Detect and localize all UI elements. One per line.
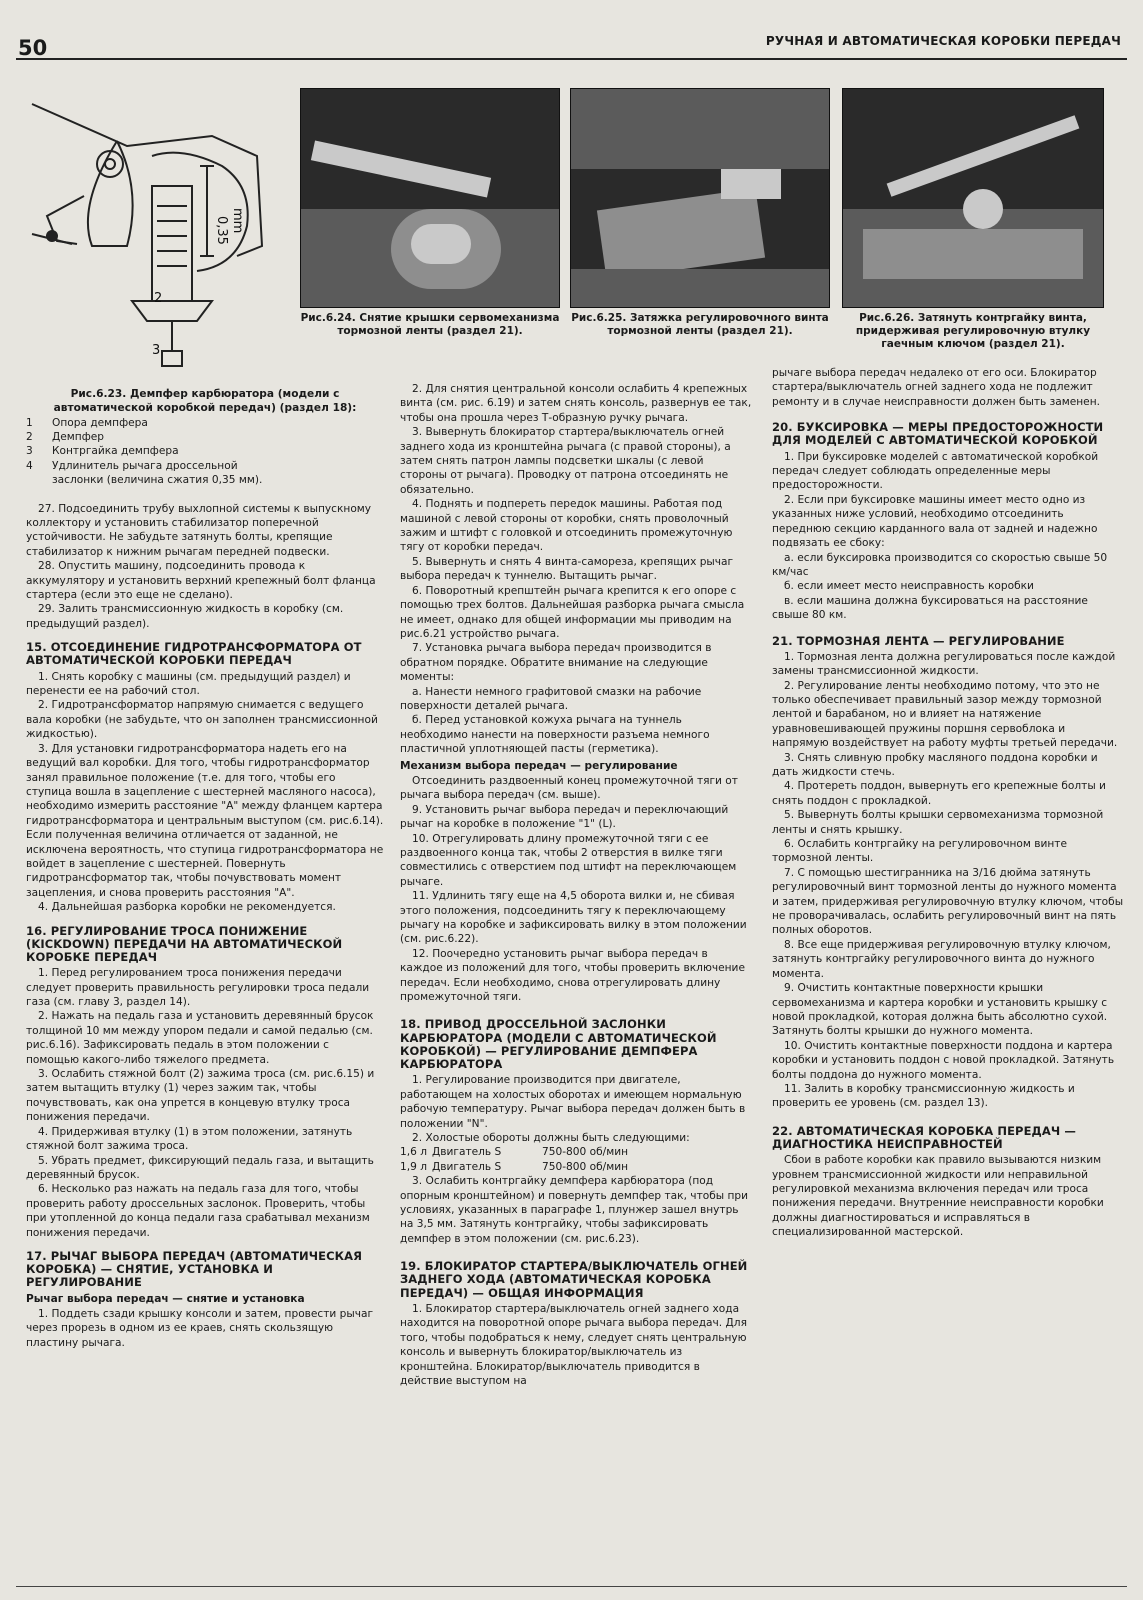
paragraph: 2. Регулирование ленты необходимо потому, что это не только обеспечивает правильный зазор между тормозной лентой и барабаном, но и влияет на натяжение уравновешивающей пружины поршня сервоблока и напрямую воздействует на работу муфты третьей передачи. <box>772 679 1118 750</box>
paragraph: 2. Гидротрансформатор напрямую снимается с ведущего вала коробки (не забудьте, что он заполнен трансмиссионной жидкостью). <box>26 699 378 741</box>
figure-6-25 <box>570 88 830 338</box>
paragraph: 1. Поддеть сзади крышку консоли и затем, провести рычаг через прорезь в одном из ее краев, снять скользящую пластину рычага. <box>26 1308 374 1349</box>
paragraph: 1. При буксировке моделей с автоматической коробкой передач следует соблюдать определенные меры предосторожности. <box>772 450 1099 492</box>
paragraph: а. если буксировка производится со скоростью свыше 50 км/час <box>772 551 1108 578</box>
section-heading: 16. РЕГУЛИРОВАНИЕ ТРОСА ПОНИЖЕНИЕ (KICKDOWN) ПЕРЕДАЧИ НА АВТОМАТИЧЕСКОЙ КОРОБКЕ ПЕРЕДАЧ <box>26 923 343 964</box>
footer-rule <box>16 1586 1127 1587</box>
subsection-heading: Механизм выбора передач — регулирование <box>400 759 678 772</box>
diagram-callout-3: 3 <box>152 343 161 358</box>
paragraph: 11. Залить в коробку трансмиссионную жидкость и проверить ее уровень (см. раздел 13). <box>772 1082 1075 1110</box>
figure-6-24 <box>300 88 560 338</box>
paragraph: 9. Очистить контактные поверхности крышки сервомеханизма и картера коробки и установить крышку с новой прокладкой, которая должна быть абсолютно сухой. Затянуть болты крышки до нужного момента. <box>772 982 1108 1038</box>
paragraph: 3. Ослабить контргайку демпфера карбюратора (под опорным кронштейном) и повернуть демпфер так, чтобы при условиях, указанных в параграфе 1, плунжер зашел внутрь на 3,5 мм. Затянуть контргайку, чтобы зафиксировать демпфер в этом положении (см. рис.6.23). <box>400 1175 749 1245</box>
paragraph: рычаге выбора передач недалеко от его оси. Блокиратор стартера/выключатель огней заднего хода не подлежит ремонту и в случае неисправности должен быть заменен. <box>772 367 1100 408</box>
paragraph: 9. Установить рычаг выбора передач и переключающий рычаг на коробке в положение "1" (L). <box>400 803 729 831</box>
paragraph: 12. Поочередно установить рычаг выбора передач в каждое из положений для того, чтобы проверить включение передач. Если необходимо, снова отрегулировать длину промежуточной тяги. <box>400 947 745 1004</box>
paragraph: Отсоединить раздвоенный конец промежуточной тяги от рычага выбора передач (см. выше). <box>400 774 738 802</box>
paragraph: 4. Дальнейшая разборка коробки не рекомендуется. <box>38 901 336 914</box>
paragraph: 2. Холостые обороты должны быть следующими: <box>412 1131 690 1144</box>
photo-servo-cover-removal <box>300 88 560 308</box>
paragraph: 3. Ослабить стяжной болт (2) зажима троса (см. рис.6.15) и затем вытащить втулку (1) через зажим так, чтобы почувствовать, как она упрется в концевую втулку троса понижения передачи. <box>26 1068 375 1124</box>
photo-locknut-tightening <box>842 88 1104 308</box>
diagram-callout-2: 2 <box>154 291 163 306</box>
paragraph: 7. С помощью шестигранника на 3/16 дюйма затянуть регулировочный винт тормозной ленты до нужного момента и затем, придерживая регулировочную втулку ключом, чтобы не проворачивалась, ослабить регулировочный винт на пять полных оборотов. <box>772 866 1124 937</box>
paragraph: 10. Очистить контактные поверхности поддона и картера коробки и установить поддон с новой прокладкой. Затянуть болты поддона до нужного момента. <box>772 1039 1115 1081</box>
paragraph: 27. Подсоединить трубу выхлопной системы к выпускному коллектору и установить стабилизатор поперечной устойчивости. Не забудьте затянуть болты, крепящие стабилизатор к нижним рычагам передней подвески. <box>26 502 372 558</box>
column-3 <box>772 366 1124 1240</box>
header-rule <box>16 58 1127 60</box>
paragraph: 4. Поднять и подпереть передок машины. Работая под машиной с левой стороны от коробки, снять проволочный зажим и штифт с головкой и отсоединить промежуточную тягу от коробки передач. <box>400 498 733 554</box>
section-heading: 17. РЫЧАГ ВЫБОРА ПЕРЕДАЧ (АВТОМАТИЧЕСКАЯ КОРОБКА) — СНЯТИЕ, УСТАНОВКА И РЕГУЛИРОВАНИЕ <box>26 1248 363 1290</box>
paragraph: б. Перед установкой кожуха рычага на туннель необходимо нанести на поверхности разъема немного пластичной уплотняющей пасты (герметика). <box>400 714 710 756</box>
carburetor-damper-drawing <box>22 96 282 384</box>
paragraph: 4. Протереть поддон, вывернуть его крепежные болты и снять поддон с прокладкой. <box>772 780 1106 807</box>
figure-6-25-caption: Рис.6.25. Затяжка регулировочного винта тормозной ленты (раздел 21). <box>571 312 829 338</box>
paragraph: 1. Регулирование производится при двигателе, работающем на холостых оборотах и имеющем нормальную рабочую температуру. Рычаг выбора передач должен быть в положении "N". <box>400 1074 746 1130</box>
paragraph: 2. Для снятия центральной консоли ослабить 4 крепежных винта (см. рис. 6.19) и затем снять консоль, развернув ее так, чтобы она прошла через Т-образную ручку рычага. <box>400 383 752 424</box>
legend-item: 4 Удлинитель рычага дроссельной заслонки (величина сжатия 0,35 мм). <box>26 459 263 487</box>
figure-6-24-caption: Рис.6.24. Снятие крышки сервомеханизма тормозной ленты (раздел 21). <box>300 312 560 338</box>
paragraph: 2. Нажать на педаль газа и установить деревянный брусок толщиной 10 мм между упором педали и самой педалью (см. рис.6.16). Зафиксировать педаль в этом положении с помощью какого-либо тяжелого предмета. <box>26 1010 374 1066</box>
paragraph: 6. Поворотный крепштейн рычага крепится к его опоре с помощью трех болтов. Дальнейшая разборка рычага смысла не имеет, однако для общей информации мы приводим на рис.6.21 устройство рычага. <box>400 584 745 640</box>
section-heading: 22. АВТОМАТИЧЕСКАЯ КОРОБКА ПЕРЕДАЧ — ДИАГНОСТИКА НЕИСПРАВНОСТЕЙ <box>772 1123 1076 1151</box>
section-heading: 15. ОТСОЕДИНЕНИЕ ГИДРОТРАНСФОРМАТОРА ОТ АВТОМАТИЧЕСКОЙ КОРОБКИ ПЕРЕДАЧ <box>26 640 362 668</box>
paragraph: б. если имеет место неисправность коробки <box>784 580 1034 593</box>
section-heading: 18. ПРИВОД ДРОССЕЛЬНОЙ ЗАСЛОНКИ КАРБЮРАТОРА (МОДЕЛИ С АВТОМАТИЧЕСКОЙ КОРОБКОЙ) — РЕГУЛИРОВАНИЕ ДЕМПФЕРА КАРБЮРАТОРА <box>400 1017 717 1072</box>
paragraph: 29. Залить трансмиссионную жидкость в коробку (см. предыдущий раздел). <box>26 603 344 630</box>
section-heading: 21. ТОРМОЗНАЯ ЛЕНТА — РЕГУЛИРОВАНИЕ <box>772 633 1065 648</box>
paragraph: 1. Перед регулированием троса понижения передачи следует проверить правильность регулировки троса педали газа (см. главу 3, раздел 14). <box>26 967 370 1009</box>
paragraph: 10. Отрегулировать длину промежуточной тяги с ее раздвоенного конца так, чтобы 2 отверстия в вилке тяги совместились с отверстием под штифт на переключающем рычаге. <box>400 832 737 888</box>
idle-speed-row: 1,6 л Двигатель S 750-800 об/мин <box>400 1146 629 1159</box>
paragraph: 1. Тормозная лента должна регулироваться после каждой замены трансмиссионной жидкости. <box>772 650 1116 678</box>
paragraph: 1. Блокиратор стартера/выключатель огней заднего хода находится на поворотной опоре рычага выбора передач. Для того, чтобы подобраться к нему, следует снять центральную консоль и вывернуть блокиратор/выключатель из кронштейна. Блокиратор/выключатель приводится в действие выступом на <box>400 1302 747 1387</box>
paragraph: 5. Вывернуть болты крышки сервомеханизма тормозной ленты и снять крышку. <box>772 809 1104 836</box>
running-title: РУЧНАЯ И АВТОМАТИЧЕСКАЯ КОРОБКИ ПЕРЕДАЧ <box>765 34 1121 48</box>
figure-6-26-caption: Рис.6.26. Затянуть контргайку винта, придерживая регулировочную втулку гаечным ключом (раздел 21). <box>855 312 1091 351</box>
column-1 <box>26 388 384 1350</box>
paragraph: а. Нанести немного графитовой смазки на рабочие поверхности деталей рычага. <box>400 685 702 712</box>
figure-6-23 <box>22 96 282 384</box>
paragraph: 6. Ослабить контргайку на регулировочном винте тормозной ленты. <box>772 838 1068 865</box>
legend-item: 2 Демпфер <box>26 430 105 443</box>
paragraph: 3. Для установки гидротрансформатора надеть его на ведущий вал коробки. Для того, чтобы гидротрансформатор занял правильное положение (т.е. для того, чтобы его ступица вошла в зацепление с шестерней масляного насоса), необходимо измерить расстояние "А" между фланцем картера гидротрансформатора и центральным выступом (см. рис.6.14). Если полученная величина отличается от заданной, не исключена вероятность, что ступица гидротрансформатора не войдет в зацепление с шестерней. Повернуть гидротрансформатор так, чтобы почувствовать момент зацепления, и снова проверить расстояния "А". <box>26 742 384 899</box>
paragraph: 6. Несколько раз нажать на педаль газа для того, чтобы проверить работу дроссельных заслонок. Проверить, чтобы при утопленной до конца педали газа срабатывал механизм понижения передачи. <box>26 1183 370 1239</box>
subsection-heading: Рычаг выбора передач — снятие и установка <box>26 1292 305 1305</box>
diagram-dim-value: 0,35 <box>214 216 229 245</box>
paragraph: 1. Снять коробку с машины (см. предыдущий раздел) и перенести ее на рабочий стол. <box>26 670 351 698</box>
figure-6-23-caption: Рис.6.23. Демпфер карбюратора (модели с автоматической коробкой передач) (раздел 18): <box>53 388 357 414</box>
section-heading: 20. БУКСИРОВКА — МЕРЫ ПРЕДОСТОРОЖНОСТИ ДЛЯ МОДЕЛЕЙ С АВТОМАТИЧЕСКОЙ КОРОБКОЙ <box>772 420 1104 448</box>
paragraph: 3. Снять сливную пробку масляного поддона коробки и дать жидкости стечь. <box>772 751 1098 778</box>
legend-item: 3 Контргайка демпфера <box>26 445 179 458</box>
paragraph: 2. Если при буксировке машины имеет место одно из указанных ниже условий, необходимо отсоединить переднюю секцию карданного вала от задней и надежно подвязать ее сбоку: <box>772 493 1098 550</box>
paragraph: 5. Вывернуть и снять 4 винта-самореза, крепящих рычаг выбора передач к туннелю. Вытащить рычаг. <box>400 555 734 583</box>
page-number: 50 <box>18 36 48 60</box>
diagram-dim-unit: mm <box>230 208 245 234</box>
paragraph: 7. Установка рычага выбора передач производится в обратном порядке. Обратите внимание на следующие моменты: <box>400 642 712 684</box>
legend-item: 1 Опора демпфера <box>26 416 148 429</box>
paragraph: 28. Опустить машину, подсоединить провода к аккумулятору и установить верхний крепежный болт фланца стартера (если это еще не сделано). <box>26 560 376 601</box>
photo-band-adjust-screw <box>570 88 830 308</box>
section-heading: 19. БЛОКИРАТОР СТАРТЕРА/ВЫКЛЮЧАТЕЛЬ ОГНЕЙ ЗАДНЕГО ХОДА (АВТОМАТИЧЕСКАЯ КОРОБКА ПЕРЕДАЧ) — ОБЩАЯ ИНФОРМАЦИЯ <box>400 1259 748 1300</box>
paragraph: 3. Вывернуть блокиратор стартера/выключатель огней заднего хода из кронштейна рычага (с правой стороны), а затем снять патрон лампы подсветки шкалы (с левой стороны от рычага). Проводку от патрона отсоединять не обязательно. <box>400 426 731 496</box>
paragraph: 8. Все еще придерживая регулировочную втулку ключом, затянуть контргайку регулировочного винта до нужного момента. <box>772 938 1111 980</box>
paragraph: 5. Убрать предмет, фиксирующий педаль газа, и вытащить деревянный брусок. <box>26 1154 374 1181</box>
paragraph: 11. Удлинить тягу еще на 4,5 оборота вилки и, не сбивая этого положения, подсоединить тягу к переключающему рычагу на коробке и зафиксировать вилку в этом положении (см. рис.6.22). <box>400 890 747 946</box>
paragraph: 4. Придерживая втулку (1) в этом положении, затянуть стяжной болт зажима троса. <box>26 1125 353 1153</box>
figure-6-26 <box>842 88 1104 351</box>
paragraph: в. если машина должна буксироваться на расстояние свыше 80 км. <box>772 594 1088 622</box>
idle-speed-row: 1,9 л Двигатель S 750-800 об/мин <box>400 1160 629 1173</box>
paragraph: Сбои в работе коробки как правило вызываются низким уровнем трансмиссионной жидкости или неправильной регулировкой механизма включения передач или троса понижения передачи. Внутренние неисправности коробки должны диагностироваться и исправляться в специализированной мастерской. <box>772 1154 1104 1239</box>
column-2 <box>400 382 752 1388</box>
